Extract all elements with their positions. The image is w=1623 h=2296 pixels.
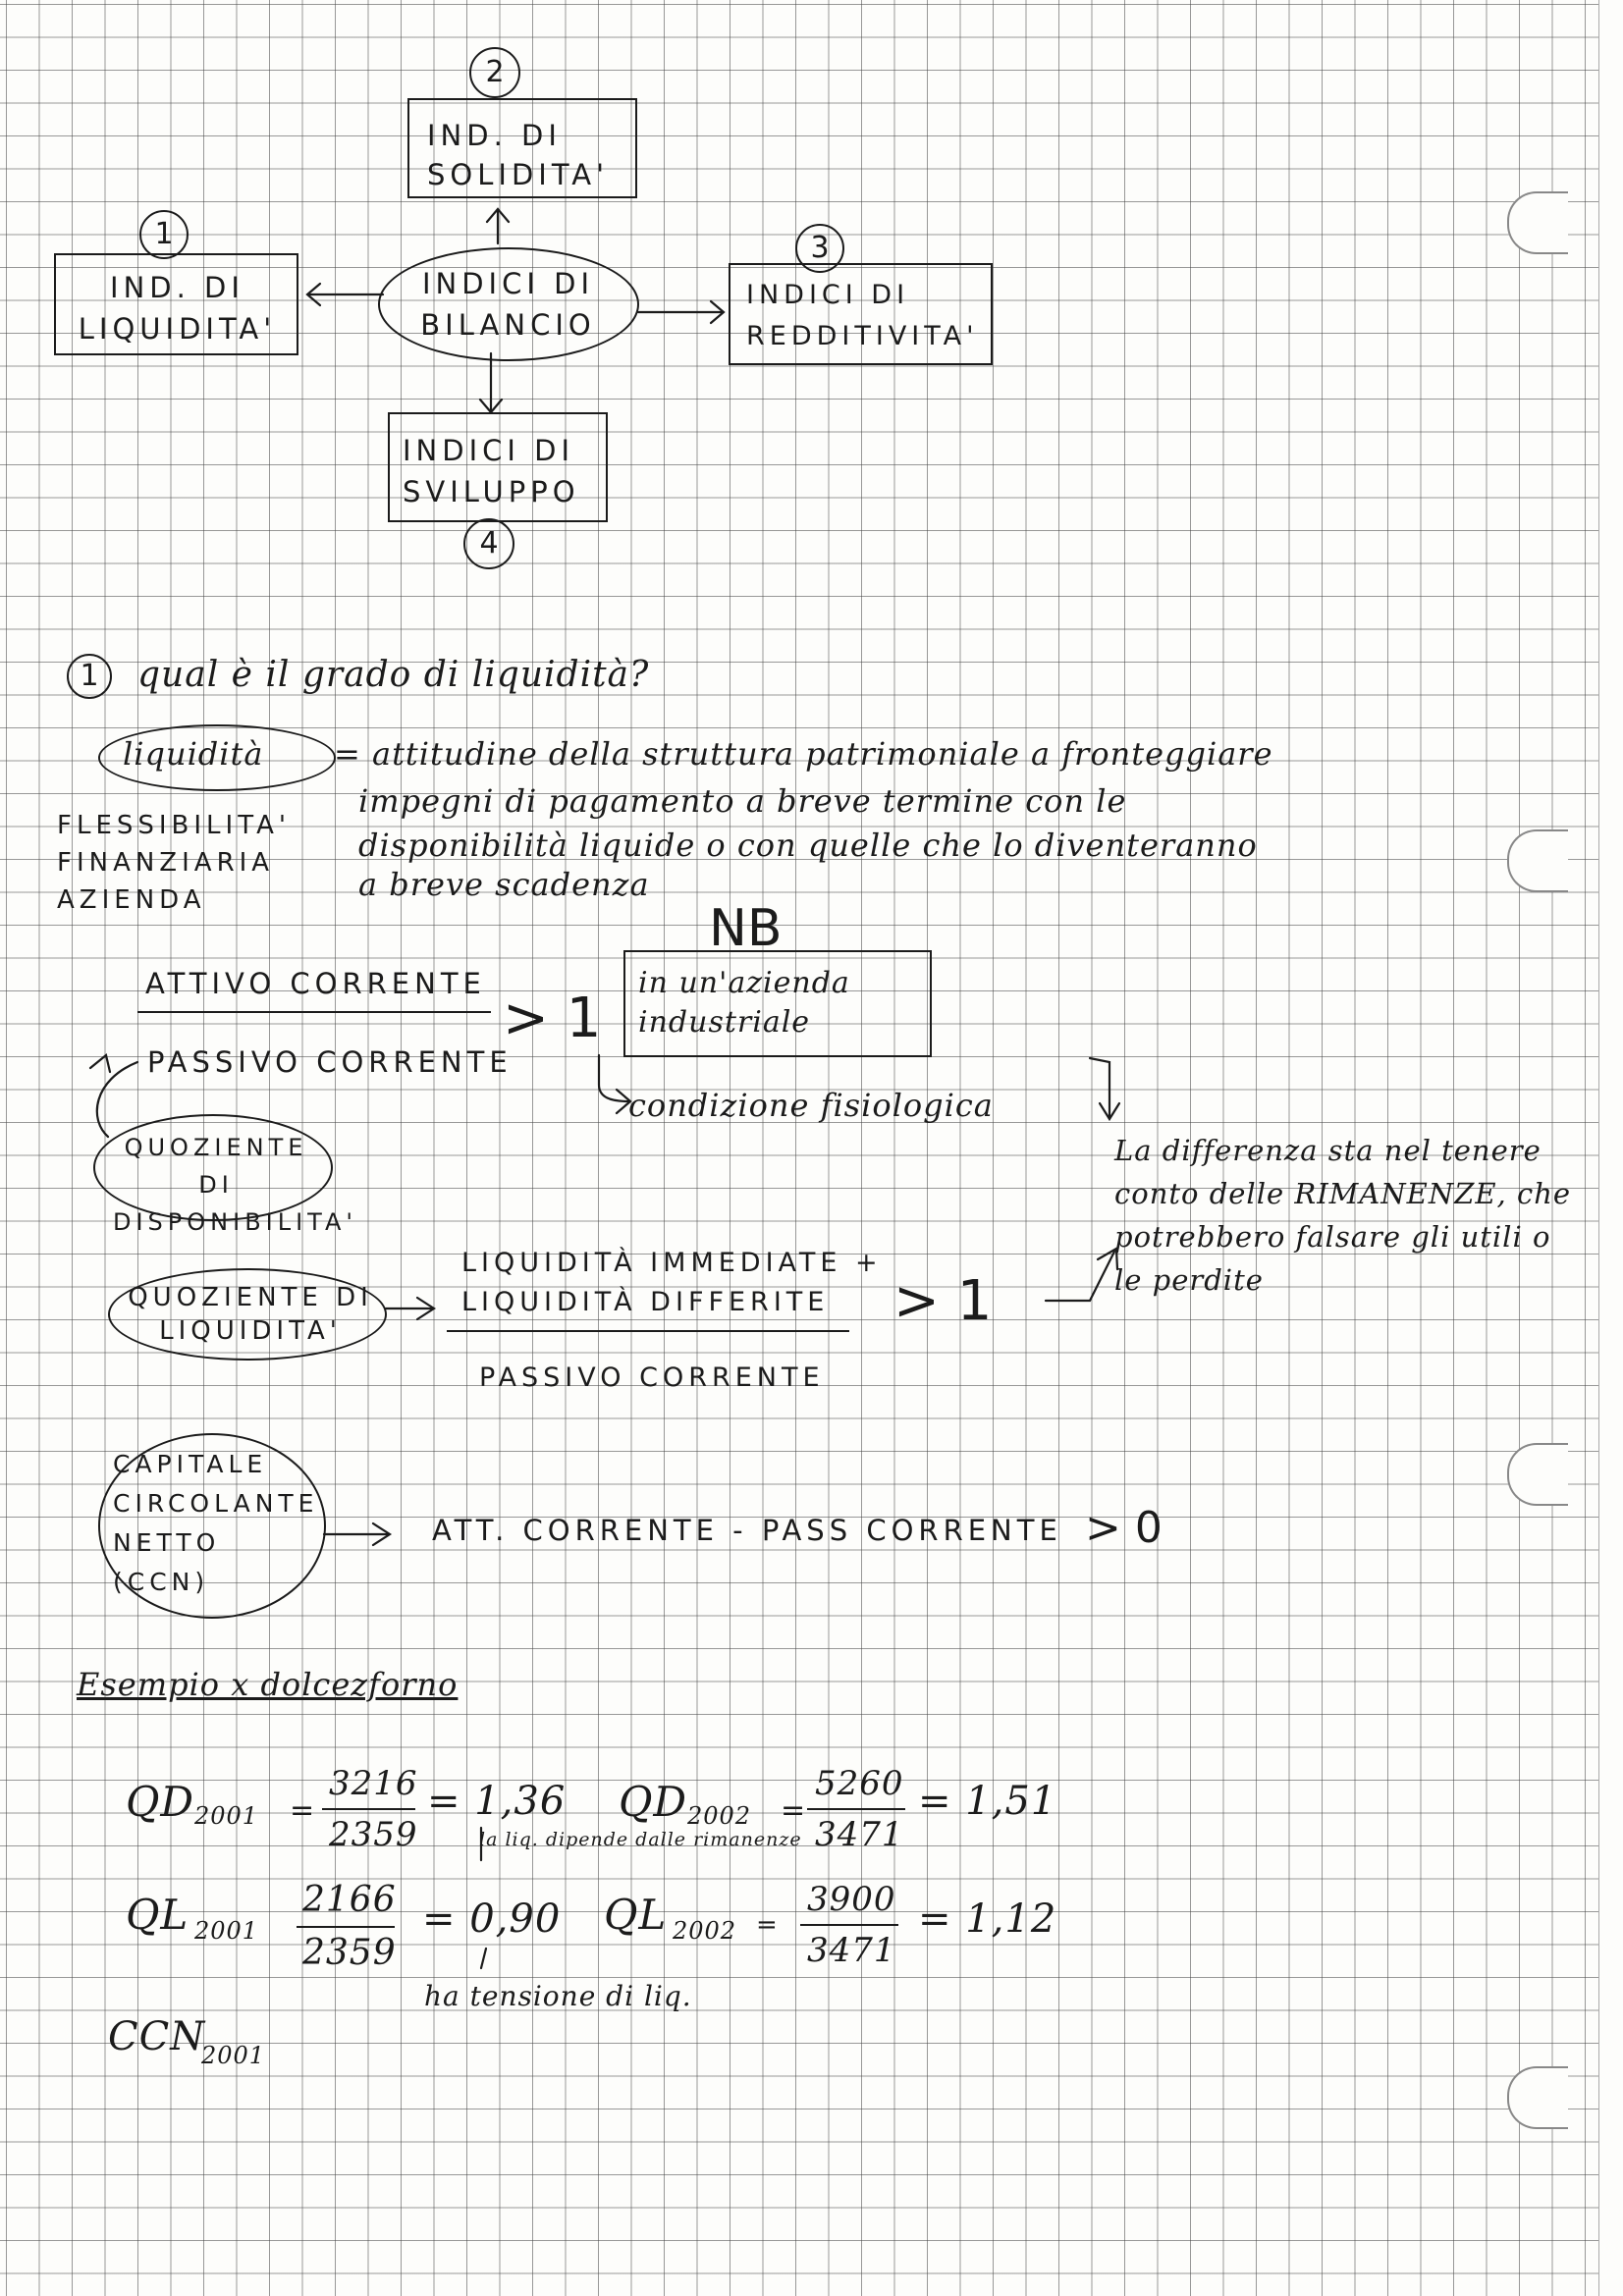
ql2002-num: 3900 <box>807 1880 896 1919</box>
qd2001-label: QD <box>126 1778 195 1826</box>
qd-note: la liq. dipende dalle rimanenze <box>479 1829 802 1850</box>
ql2001-num: 2166 <box>302 1880 397 1920</box>
ql2002-year: 2002 <box>673 1917 737 1945</box>
num-circle-3: 3 <box>795 224 844 273</box>
qd2002-year: 2002 <box>687 1802 752 1830</box>
redditivita-label: INDICI DI REDDITIVITA' <box>746 280 979 351</box>
fraction-line <box>800 1924 898 1926</box>
ccn-op: > 0 <box>1085 1503 1163 1553</box>
ratio1-denominator: PASSIVO CORRENTE <box>147 1045 513 1079</box>
num-circle-2: 2 <box>469 47 520 98</box>
equals: = <box>756 1910 778 1940</box>
ccn2001-year: 2001 <box>201 2042 266 2069</box>
num-circle-1: 1 <box>139 210 189 259</box>
ql2002-result: = 1,12 <box>918 1896 1057 1942</box>
qd2001-result: = 1,36 <box>427 1779 567 1824</box>
solidita-label: IND. DI SOLIDITA' <box>427 119 610 191</box>
ccn-formula: ATT. CORRENTE - PASS CORRENTE <box>432 1514 1062 1547</box>
liquidita-label: IND. DI LIQUIDITA' <box>78 271 277 346</box>
rimanenze-note: La differenza sta nel tenere conto delle RIMANENZE, che potrebbero falsare gli utili o le perdite <box>1114 1134 1572 1297</box>
qd2002-den: 3471 <box>815 1815 904 1854</box>
fraction-line <box>137 1011 491 1013</box>
ratio1-numerator: ATTIVO CORRENTE <box>145 967 486 1000</box>
fraction-line <box>322 1808 415 1810</box>
equals: = <box>781 1793 806 1828</box>
definition-line-4: a breve scadenza <box>358 866 650 903</box>
ql-name: QUOZIENTE DI LIQUIDITA' <box>128 1283 373 1346</box>
fraction-line <box>447 1330 849 1332</box>
ratio2-num-b: LIQUIDITÀ DIFFERITE <box>461 1287 830 1317</box>
ql2001-year: 2001 <box>194 1917 259 1945</box>
arrow-note <box>1090 1058 1109 1117</box>
ql2001-den: 2359 <box>302 1933 397 1973</box>
qd2002-result: = 1,51 <box>918 1779 1057 1824</box>
arrow-ql-note <box>481 1949 486 1968</box>
nb-label: NB <box>709 899 783 958</box>
nb-box-text: in un'azienda industriale <box>638 966 850 1040</box>
fraction-line <box>297 1926 395 1928</box>
term-label: liquidità <box>123 735 264 773</box>
ql-note: ha tensione di liq. <box>424 1980 692 2012</box>
ql2001-result: = 0,90 <box>422 1896 562 1942</box>
ratio2-op: > 1 <box>893 1269 993 1333</box>
center-label: INDICI DI BILANCIO <box>420 267 596 342</box>
arrow-condition <box>599 1055 628 1101</box>
fraction-line <box>807 1808 905 1810</box>
definition-line-2: impegni di pagamento a breve termine con le <box>358 782 1127 820</box>
qd2001-year: 2001 <box>194 1802 259 1830</box>
condition-label: condizione fisiologica <box>628 1087 994 1124</box>
arrow-to-note <box>1046 1252 1114 1301</box>
arrow-curve-head <box>90 1055 110 1072</box>
num-circle-4: 4 <box>463 518 514 569</box>
qd2001-num: 3216 <box>329 1764 418 1803</box>
ccn-name: CAPITALE CIRCOLANTE NETTO (CCN) <box>113 1450 319 1596</box>
arrow-curve-disp <box>97 1062 137 1137</box>
example-title: Esempio x dolcezforno <box>77 1666 459 1703</box>
definition-line-3: disponibilità liquide o con quelle che lo diventeranno <box>358 827 1258 864</box>
qd2001-den: 2359 <box>329 1815 418 1854</box>
ratio2-num-a: LIQUIDITÀ IMMEDIATE + <box>461 1248 883 1278</box>
ql2001-label: QL <box>126 1891 189 1939</box>
ql2002-label: QL <box>604 1891 668 1939</box>
ratio2-denominator: PASSIVO CORRENTE <box>479 1362 825 1393</box>
definition-line-1: = attitudine della struttura patrimoniale a fronteggiare <box>334 735 1273 773</box>
qd-name: QUOZIENTE DI DISPONIBILITA' <box>113 1134 357 1236</box>
ratio1-op: > 1 <box>503 987 602 1050</box>
ql2002-den: 3471 <box>807 1931 896 1970</box>
equals: = <box>290 1793 315 1828</box>
ccn2001-label: CCN <box>108 2014 206 2059</box>
side-label: FLESSIBILITA' FINANZIARIA AZIENDA <box>57 811 291 915</box>
section-question: qual è il grado di liquidità? <box>137 655 650 695</box>
qd2002-label: QD <box>619 1778 688 1826</box>
section-num-circle: 1 <box>67 654 112 699</box>
sviluppo-label: INDICI DI SVILUPPO <box>403 434 580 508</box>
qd2002-num: 5260 <box>815 1764 904 1803</box>
